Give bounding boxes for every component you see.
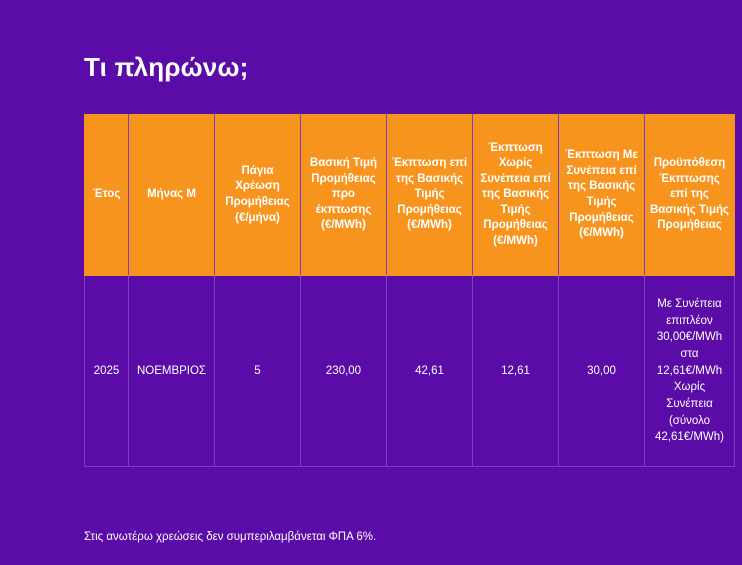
column-header-basiki-timi: Βασική Τιμή Προμήθειας προ έκπτωσης (€/MWh) <box>301 115 387 276</box>
cell-minas: ΝΟΕΜΒΡΙΟΣ <box>129 276 215 467</box>
table-row <box>85 276 735 467</box>
cell-ekptosi: 42,61 <box>387 276 473 467</box>
column-header-pagia-xreosi: Πάγια Χρέωση Προμήθειας (€/μήνα) <box>215 115 301 276</box>
column-header-proypothesi: Προϋπόθεση Έκπτωσης επί της Βασικής Τιμής Προμήθειας <box>645 115 735 276</box>
cell-ekptosi-me-synepeia: 30,00 <box>559 276 645 467</box>
table-header <box>85 115 735 276</box>
table-header-row <box>85 115 735 276</box>
cell-pagia-xreosi: 5 <box>215 276 301 467</box>
footnote-text: Στις ανωτέρω χρεώσεις δεν συμπεριλαμβάνεται ΦΠΑ 6%. <box>84 531 377 543</box>
cell-proypothesi: Με Συνέπεια επιπλέον 30,00€/MWh στα 12,61€/MWh Χωρίς Συνέπεια (σύνολο 42,61€/MWh) <box>645 276 735 467</box>
table-body <box>85 276 735 467</box>
cell-basiki-timi: 230,00 <box>301 276 387 467</box>
rates-table-container <box>84 114 730 467</box>
page-title: Τι πληρώνω; <box>84 52 249 82</box>
column-header-etos: Έτος <box>85 115 129 276</box>
cell-ekptosi-xoris-synepeia: 12,61 <box>473 276 559 467</box>
column-header-ekptosi-xoris-synepeia: Έκπτωση Χωρίς Συνέπεια επί της Βασικής Τιμής Προμήθειας (€/MWh) <box>473 115 559 276</box>
column-header-ekptosi-me-synepeia: Έκπτωση Με Συνέπεια επί της Βασικής Τιμής Προμήθειας (€/MWh) <box>559 115 645 276</box>
column-header-minas: Μήνας Μ <box>129 115 215 276</box>
column-header-ekptosi: Έκπτωση επί της Βασικής Τιμής Προμήθειας (€/MWh) <box>387 115 473 276</box>
cell-etos: 2025 <box>85 276 129 467</box>
rates-table <box>84 114 735 467</box>
